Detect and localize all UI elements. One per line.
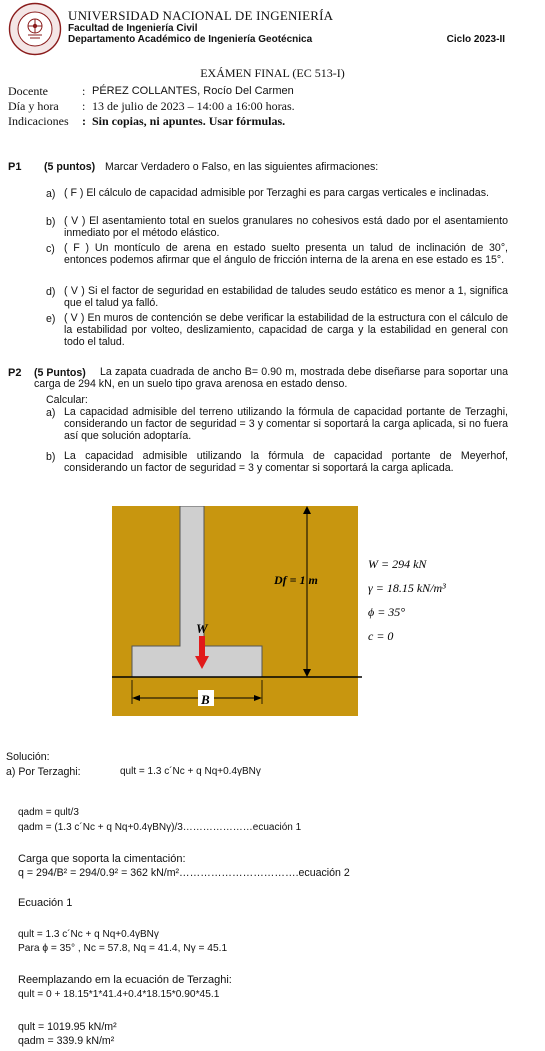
p1-item-text: ( F ) Un montículo de arena en estado suelto presenta un talud de inclinación de 30°, entonces podemos afirmar que el ángulo de fricción interna de la arena en ese estado es 15°. bbox=[64, 242, 508, 266]
university-seal-logo bbox=[8, 2, 62, 56]
param-load: W = 294 kN bbox=[368, 557, 427, 571]
qult-result: qult = 1019.95 kN/m² bbox=[18, 1021, 117, 1033]
p1-item-letter: d) bbox=[46, 286, 56, 298]
param-friction-angle: ϕ = 35° bbox=[368, 605, 406, 619]
p2-item-letter: b) bbox=[46, 451, 56, 463]
p2-item-text: La capacidad admisible del terreno utilizando la fórmula de capacidad portante de Terzaghi, considerando un factor de seguridad = 3 y comentar si soportará la carga aplicada, si no fuera así que solución adoptaría. bbox=[64, 406, 508, 442]
param-cohesion: c = 0 bbox=[368, 629, 394, 643]
ecuacion-1-title: Ecuación 1 bbox=[18, 897, 73, 909]
p2-statement: La zapata cuadrada de ancho B= 0.90 m, mostrada debe diseñarse para soportar una carga de 294 kN, en un suelo tipo grava arenosa en estado denso. bbox=[34, 366, 508, 390]
reemplazando-equation: qult = 0 + 18.15*1*41.4+0.4*18.15*0.90*45.1 bbox=[18, 989, 220, 1000]
load-arrow-shaft bbox=[199, 636, 205, 658]
solution-a-label: a) Por Terzaghi: bbox=[6, 766, 81, 778]
p1-item-text: ( F ) El cálculo de capacidad admisible por Terzaghi es para cargas verticales e inclinadas. bbox=[64, 187, 489, 199]
width-label: B bbox=[201, 692, 210, 707]
academic-cycle: Ciclo 2023-II bbox=[446, 34, 505, 45]
p1-item-letter: e) bbox=[46, 313, 56, 325]
depth-label: Df = 1 m bbox=[274, 573, 318, 587]
p1-item-text: ( V ) Si el factor de seguridad en estabilidad de taludes seudo estático es menor a 1, significa que el talud ya falló. bbox=[64, 285, 508, 309]
p1-points: (5 puntos) bbox=[44, 161, 96, 173]
reemplazando-title: Reemplazando em la ecuación de Terzaghi: bbox=[18, 974, 232, 986]
p2-number: P2 bbox=[8, 367, 22, 379]
p1-number: P1 bbox=[8, 161, 22, 173]
qadm-result: qadm = 339.9 kN/m² bbox=[18, 1035, 115, 1047]
qadm-eq-2: qadm = (1.3 c´Nc + q Nq+0.4γBNγ)/3…………………ecuación 1 bbox=[18, 822, 302, 833]
param-unit-weight: γ = 18.15 kN/m³ bbox=[368, 581, 446, 595]
carga-title: Carga que soporta la cimentación: bbox=[18, 853, 186, 865]
department-name: Departamento Académico de Ingeniería Geotécnica bbox=[68, 34, 313, 45]
fecha-label: Día y hora bbox=[8, 99, 59, 113]
fecha-value: 13 de julio de 2023 – 14:00 a 16:00 horas. bbox=[92, 99, 295, 113]
indicaciones-separator: : bbox=[82, 114, 86, 128]
carga-equation: q = 294/B² = 294/0.9² = 362 kN/m²…………………………….ecuación 2 bbox=[18, 867, 350, 879]
p1-item-text: ( V ) En muros de contención se debe verificar la estabilidad de la estructura con el cálculo de la estabilidad por volteo, deslizamiento, capacidad de carga y la estabilidad en general con todo el talud. bbox=[64, 312, 508, 348]
soil-block bbox=[112, 506, 358, 716]
load-label: W bbox=[196, 621, 208, 636]
docente-label: Docente bbox=[8, 84, 48, 98]
indicaciones-label: Indicaciones bbox=[8, 114, 69, 128]
p1-item-text: ( V ) El asentamiento total en suelos granulares no cohesivos está dado por el asentamiento inmediato por el método elástico. bbox=[64, 215, 508, 239]
p1-statement: Marcar Verdadero o Falso, en las siguientes afirmaciones: bbox=[105, 161, 379, 173]
qadm-eq-1: qadm = qult/3 bbox=[18, 807, 79, 818]
indicaciones-value: Sin copias, ni apuntes. Usar fórmulas. bbox=[92, 114, 286, 128]
docente-separator: : bbox=[82, 84, 86, 98]
exam-title: EXÁMEN FINAL (EC 513-I) bbox=[200, 66, 345, 80]
p2-item-letter: a) bbox=[46, 407, 56, 419]
p1-item-letter: c) bbox=[46, 243, 55, 255]
p2-item-text: La capacidad admisible utilizando la fórmula de capacidad portante de Meyerhof, considerando un factor de seguridad = 3 y comentar si soportará la carga aplicada. bbox=[64, 450, 508, 474]
faculty-name: Facultad de Ingeniería Civil bbox=[68, 23, 198, 34]
university-name: UNIVERSIDAD NACIONAL DE INGENIERÍA bbox=[68, 8, 334, 23]
p1-item-letter: b) bbox=[46, 216, 56, 228]
docente-name: PÉREZ COLLANTES, Rocío Del Carmen bbox=[92, 85, 294, 97]
solution-a-formula: qult = 1.3 c´Nc + q Nq+0.4γBNγ bbox=[120, 766, 261, 777]
p1-item-letter: a) bbox=[46, 188, 56, 200]
fecha-separator: : bbox=[82, 99, 86, 113]
bearing-factors: Para ϕ = 35° , Nc = 57.8, Nq = 41.4, Nγ = 45.1 bbox=[18, 943, 228, 954]
solution-heading: Solución: bbox=[6, 751, 50, 763]
qult-formula: qult = 1.3 c´Nc + q Nq+0.4γBNγ bbox=[18, 929, 159, 940]
p2-calcular: Calcular: bbox=[46, 394, 88, 406]
footing-diagram bbox=[112, 506, 532, 716]
p2-points: (5 Puntos) bbox=[34, 367, 86, 379]
